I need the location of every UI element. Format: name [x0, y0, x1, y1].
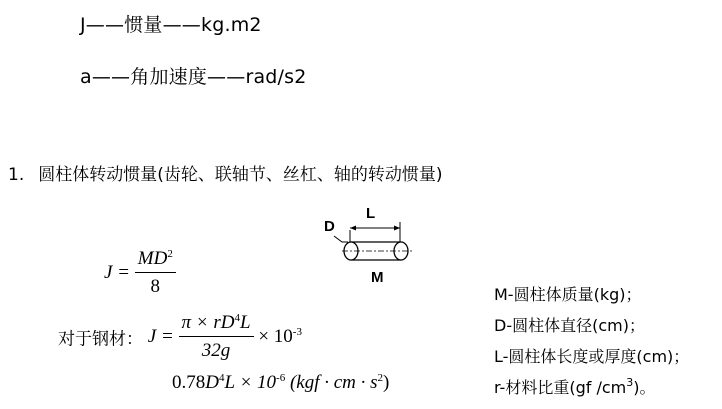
- section-number: 1.: [8, 165, 25, 185]
- label-l: L: [366, 205, 376, 222]
- dim-arrow-left: [350, 226, 356, 231]
- formula2-numerator-a: π × rD: [181, 312, 235, 333]
- formula3-units-open: (kgf · cm · s: [289, 372, 378, 393]
- formula-simplified: [172, 372, 389, 394]
- legend-density: [494, 375, 655, 398]
- formula2-lhs: J =: [147, 326, 174, 347]
- label-m: M: [371, 269, 384, 286]
- formula1-denominator: 8: [150, 276, 161, 297]
- formula2-prefix: 对于钢材：: [58, 329, 143, 350]
- formula2-multiplier-exp: -3: [292, 326, 302, 338]
- formula3-l: L × 10: [224, 372, 277, 393]
- d-leader: [334, 236, 348, 242]
- formula1-numerator: MD: [137, 248, 168, 269]
- formula2-multiplier: × 10: [258, 326, 293, 347]
- label-d: D: [324, 218, 335, 235]
- formula-steel: [58, 312, 302, 362]
- formula-general: [104, 248, 176, 298]
- dim-arrow-right: [394, 226, 400, 231]
- legend-mass: M-圆柱体质量(kg)；: [494, 285, 642, 304]
- formula1-fraction: [135, 248, 176, 298]
- formula1-numerator-exp: 2: [167, 248, 173, 260]
- formula3-exp: -6: [276, 372, 286, 384]
- formula1-lhs: J =: [104, 262, 131, 283]
- formula2-denominator: 32g: [201, 340, 231, 361]
- formula2-fraction: [179, 312, 254, 362]
- formula3-d-exp: 4: [218, 372, 225, 384]
- formula3-units-close: ): [383, 372, 390, 393]
- legend-density-text: r-材料比重(gf /cm: [494, 378, 627, 397]
- legend-density-exp: 3: [626, 376, 634, 389]
- legend-length: L-圆柱体长度或厚度(cm)；: [494, 347, 690, 366]
- formula2-numerator-b: L: [239, 312, 251, 333]
- definition-angular-acceleration: a——角加速度——rad/s2: [80, 66, 307, 88]
- formula3-coef: 0.78: [172, 372, 206, 393]
- legend-diameter: D-圆柱体直径(cm)；: [494, 316, 645, 335]
- definition-inertia: J——惯量——kg.m2: [80, 14, 262, 36]
- cylinder-diagram: [322, 198, 422, 290]
- formula2-numerator-exp: 4: [234, 312, 240, 324]
- legend-density-end: )。: [633, 378, 656, 397]
- formula3-units-exp: 2: [377, 372, 384, 384]
- section-heading: [8, 160, 443, 185]
- formula3-d: D: [205, 372, 219, 393]
- section-title: 圆柱体转动惯量(齿轮、联轴节、丝杠、轴的转动惯量): [38, 165, 443, 185]
